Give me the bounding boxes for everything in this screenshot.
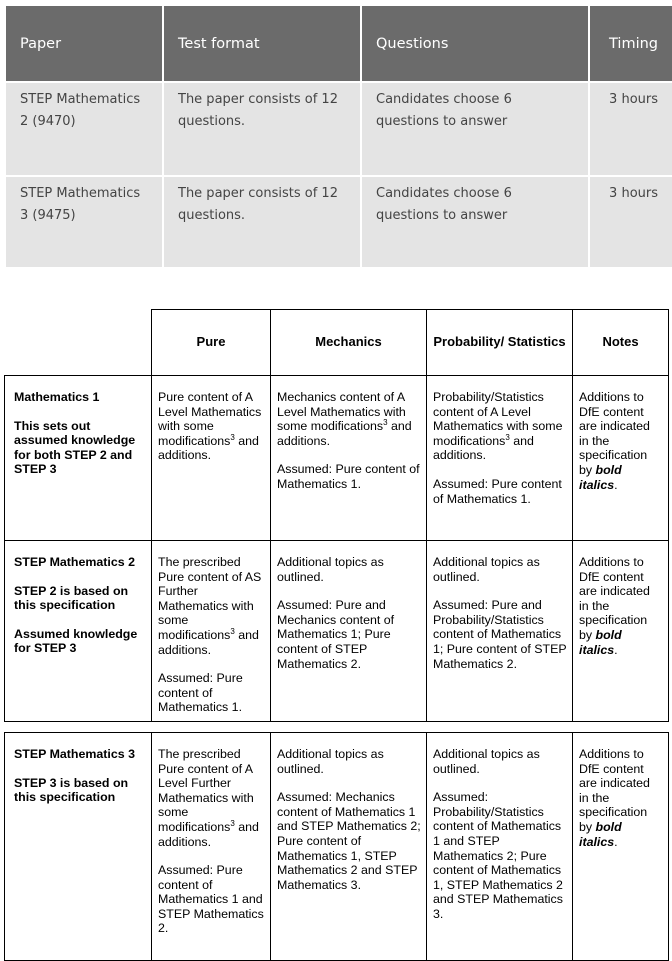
footnote-mark: 3 [230, 626, 235, 636]
notes-text: Additions to DfE content are indicated in the specification by [579, 555, 650, 642]
cell-text: Additional topics as outlined. [277, 555, 384, 584]
cell-assumed: Assumed: Pure content of Mathematics 1 and STEP Mathematics 2. [158, 863, 264, 936]
table-row [6, 177, 672, 267]
header-timing: Timing [590, 6, 672, 81]
notes-text: Additions to DfE content are indicated in the specification by [579, 746, 650, 834]
notes-text: . [614, 834, 618, 849]
papers-header-row [6, 6, 672, 81]
cell-pure [152, 732, 271, 960]
cell-probability [427, 732, 573, 960]
cell-mechanics [271, 732, 427, 960]
footnote-mark: 3 [230, 432, 235, 442]
cell-text: and additions. [277, 419, 412, 448]
notes-text: . [614, 642, 618, 657]
cell-assumed: Assumed: Mechanics content of Mathematics 1 and STEP Mathematics 2; Pure content of Mathematics 1, STEP Mathematics 2 and STEP Mathematics 3. [277, 790, 421, 892]
papers-table [4, 4, 672, 269]
cell-mechanics [271, 541, 427, 722]
header-probability-statistics: Probability/ Statistics [427, 310, 573, 376]
row-subtitle-2: Assumed knowledge for STEP 3 [14, 626, 138, 656]
cell-notes [573, 541, 669, 722]
cell-text: Mechanics content of A Level Mathematics with some modifications [277, 390, 406, 434]
cell-probability [427, 541, 573, 722]
footnote-mark: 3 [230, 818, 235, 828]
notes-bold-italic: bold italics [579, 627, 622, 657]
header-questions: Questions [362, 6, 588, 81]
cell-text: Probability/Statistics content of A Level Mathematics with some modifications [433, 390, 563, 448]
row-heading [5, 376, 152, 541]
cell-paper: STEP Mathematics 3 (9475) [6, 177, 162, 267]
cell-text: Additional topics as outlined. [277, 746, 384, 776]
cell-assumed: Assumed: Pure content of Mathematics 1. [277, 462, 420, 491]
cell-questions: Candidates choose 6 questions to answer [362, 177, 588, 267]
row-subtitle: STEP 3 is based on this specification [14, 775, 129, 805]
notes-text: Additions to DfE content are indicated in the specification by [579, 390, 650, 477]
row-title: Mathematics 1 [14, 390, 100, 404]
cell-assumed: Assumed: Pure content of Mathematics 1. [433, 476, 562, 506]
cell-text: and additions. [158, 819, 259, 849]
header-empty [5, 310, 152, 376]
header-paper: Paper [6, 6, 162, 81]
row-subtitle: This sets out assumed knowledge for both STEP 2 and STEP 3 [14, 418, 136, 477]
table-row [5, 732, 669, 960]
cell-assumed: Assumed: Pure and Probability/Statistics content of Mathematics 1; Pure content of STEP Mathematics 2. [433, 598, 567, 671]
table-row [5, 541, 669, 722]
footnote-mark: 3 [505, 432, 510, 442]
notes-bold-italic: bold italics [579, 462, 622, 492]
cell-test-format: The paper consists of 12 questions. [164, 177, 360, 267]
gap-cell [5, 721, 669, 732]
table-row [5, 376, 669, 541]
notes-bold-italic: bold italics [579, 819, 622, 849]
cell-notes [573, 376, 669, 541]
cell-assumed: Assumed: Pure and Mechanics content of Mathematics 1; Pure content of STEP Mathematics 2. [277, 598, 395, 671]
cell-pure [152, 376, 271, 541]
cell-assumed: Assumed: Pure content of Mathematics 1. [158, 671, 243, 715]
cell-text: The prescribed Pure content of A Level Further Mathematics with some modifications [158, 746, 254, 834]
cell-probability [427, 376, 573, 541]
cell-timing: 3 hours [590, 177, 672, 267]
row-subtitle: STEP 2 is based on this specification [14, 583, 129, 613]
row-title: STEP Mathematics 2 [14, 555, 135, 569]
header-test-format: Test format [164, 6, 360, 81]
cell-text: Additional topics as outlined. [433, 555, 540, 584]
cell-text: Additional topics as outlined. [433, 746, 540, 776]
cell-text: Pure content of A Level Mathematics with some modifications [158, 390, 262, 448]
cell-pure [152, 541, 271, 722]
header-mechanics: Mechanics [271, 310, 427, 376]
notes-text: . [614, 477, 618, 492]
cell-notes [573, 732, 669, 960]
cell-assumed: Assumed: Probability/Statistics content of Mathematics 1 and STEP Mathematics 2; Pure content of Mathematics 1, STEP Mathematics 2 and STEP Mathematics 3. [433, 790, 563, 921]
content-header-row [5, 310, 669, 376]
cell-paper: STEP Mathematics 2 (9470) [6, 83, 162, 175]
cell-text: The prescribed Pure content of AS Further Mathematics with some modifications [158, 555, 262, 642]
cell-text: and additions. [158, 433, 259, 463]
row-heading [5, 732, 152, 960]
content-table [4, 309, 669, 961]
cell-text: and additions. [433, 433, 534, 463]
row-gap [5, 721, 669, 732]
cell-mechanics [271, 376, 427, 541]
cell-test-format: The paper consists of 12 questions. [164, 83, 360, 175]
header-pure: Pure [152, 310, 271, 376]
row-title: STEP Mathematics 3 [14, 746, 135, 761]
footnote-mark: 3 [383, 418, 388, 428]
cell-timing: 3 hours [590, 83, 672, 175]
cell-text: and additions. [158, 627, 259, 657]
row-heading [5, 541, 152, 722]
cell-questions: Candidates choose 6 questions to answer [362, 83, 588, 175]
table-row [6, 83, 672, 175]
header-notes: Notes [573, 310, 669, 376]
